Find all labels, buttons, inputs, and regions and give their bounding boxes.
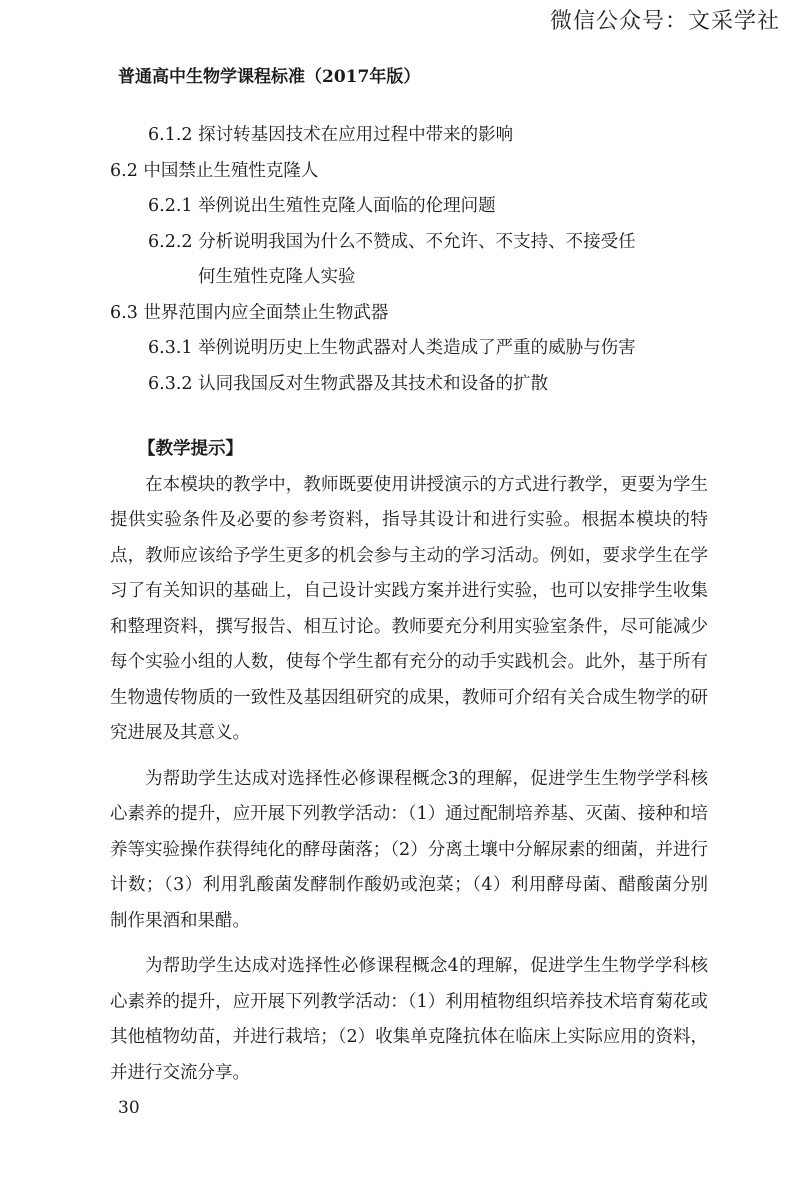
running-head: 普通高中生物学课程标准（2017年版） (118, 67, 421, 87)
outline-heading-6-3: 6.3 世界范围内应全面禁止生物武器 (110, 302, 389, 323)
page-number: 30 (118, 1098, 140, 1118)
outline-item-6-2-2: 6.2.2 分析说明我国为什么不赞成、不允许、不支持、不接受任 (148, 231, 636, 252)
paragraph-teaching-approach: 在本模块的教学中，教师既要使用讲授演示的方式进行教学，更要为学生提供实验条件及必要的参考资料，指导其设计和进行实验。根据本模块的特点，教师应该给予学生更多的机会参与主动的学习活动。例如，要求学生在学习了有关知识的基础上，自己设计实践方案并进行实验，也可以安排学生收集和整理资料，撰写报告、相互讨论。教师要充分利用实验室条件，尽可能减少每个实验小组的人数，使每个学生都有充分的动手实践机会。此外，基于所有生物遗传物质的一致性及基因组研究的成果，教师可介绍有关合成生物学的研究进展及其意义。 (110, 474, 708, 743)
page-body (110, 118, 708, 1101)
outline-item-6-2-2-continued: 何生殖性克隆人实验 (198, 267, 356, 287)
paragraph-concept-4: 为帮助学生达成对选择性必修课程概念4的理解，促进学生生物学学科核心素养的提升，应开展下列教学活动：（1）利用植物组织培养技术培育菊花或其他植物幼苗，并进行栽培；（2）收集单克隆抗体在临床上实际应用的资料，并进行交流分享。 (110, 956, 708, 1083)
watermark-text: 微信公众号：文采学社 (549, 9, 780, 34)
outline-item-6-1-2: 6.1.2 探讨转基因技术在应用过程中带来的影响 (148, 125, 514, 145)
teaching-hint-title: 【教学提示】 (138, 439, 243, 459)
section-gap (110, 402, 708, 432)
outline-item-6-3-2: 6.3.2 认同我国反对生物武器及其技术和设备的扩散 (148, 373, 549, 394)
outline-item-6-3-1: 6.3.1 举例说明历史上生物武器对人类造成了严重的威胁与伤害 (148, 338, 636, 358)
outline-item-6-2-1: 6.2.1 举例说出生殖性克隆人面临的伦理问题 (148, 196, 496, 216)
paragraph-concept-3: 为帮助学生达成对选择性必修课程概念3的理解，促进学生生物学学科核心素养的提升，应开展下列教学活动：（1）通过配制培养基、灭菌、接种和培养等实验操作获得纯化的酵母菌落；（2）分离土壤中分解尿素的细菌，并进行计数；（3）利用乳酸菌发酵制作酸奶或泡菜；（4）利用酵母菌、醋酸菌分别制作果酒和果醋。 (110, 768, 708, 931)
outline-heading-6-2: 6.2 中国禁止生殖性克隆人 (110, 160, 319, 181)
